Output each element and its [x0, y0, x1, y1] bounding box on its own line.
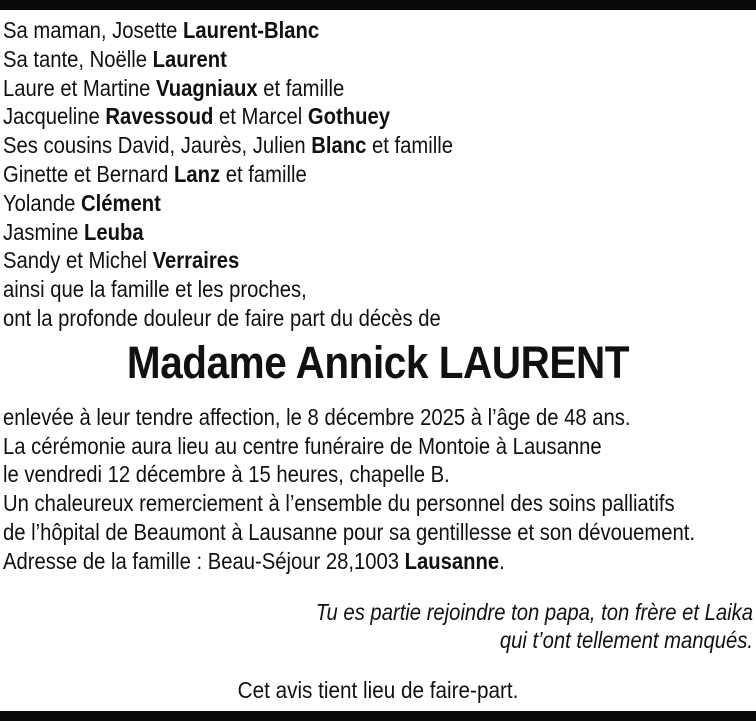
text-line: Adresse de la famille : Beau-Séjour 28,1003 Lausanne. [3, 547, 505, 574]
text-line: Sandy et Michel Verraires [3, 247, 240, 274]
text-line: de l’hôpital de Beaumont à Lausanne pour sa gentillesse et son dévouement. [3, 518, 696, 545]
text-line: Ginette et Bernard Lanz et famille [3, 160, 307, 187]
top-border-rule [0, 0, 756, 10]
text-line: La cérémonie aura lieu au centre funéraire de Montoie à Lausanne [3, 432, 602, 459]
text-line: qui t’ont tellement manqués. [499, 627, 753, 654]
closing-line: Cet avis tient lieu de faire-part. [237, 677, 519, 704]
text-line: Jacqueline Ravessoud et Marcel Gothuey [3, 103, 390, 130]
text-line: ont la profonde douleur de faire part du décès de [3, 304, 441, 331]
text-line: Tu es partie rejoindre ton papa, ton frère et Laika [315, 598, 753, 625]
ceremony-details-section [0, 403, 756, 576]
text-line: Un chaleureux remerciement à l’ensemble du personnel des soins palliatifs [3, 490, 675, 517]
deceased-name-title: Madame Annick LAURENT [126, 336, 630, 388]
family-names-section [0, 10, 756, 333]
epitaph-section [0, 598, 756, 656]
text-line: Sa maman, Josette Laurent-Blanc [3, 17, 320, 43]
text-line: Sa tante, Noëlle Laurent [3, 45, 227, 72]
text-line: Yolande Clément [3, 189, 161, 216]
text-line: Jasmine Leuba [3, 218, 144, 245]
text-line: Laure et Martine Vuagniaux et famille [3, 74, 345, 101]
text-line: Ses cousins David, Jaurès, Julien Blanc et famille [3, 132, 453, 159]
text-line: enlevée à leur tendre affection, le 8 décembre 2025 à l’âge de 48 ans. [3, 403, 631, 430]
text-line: ainsi que la famille et les proches, [3, 276, 307, 303]
bottom-border-rule [0, 711, 756, 721]
text-line: le vendredi 12 décembre à 15 heures, chapelle B. [3, 461, 450, 488]
